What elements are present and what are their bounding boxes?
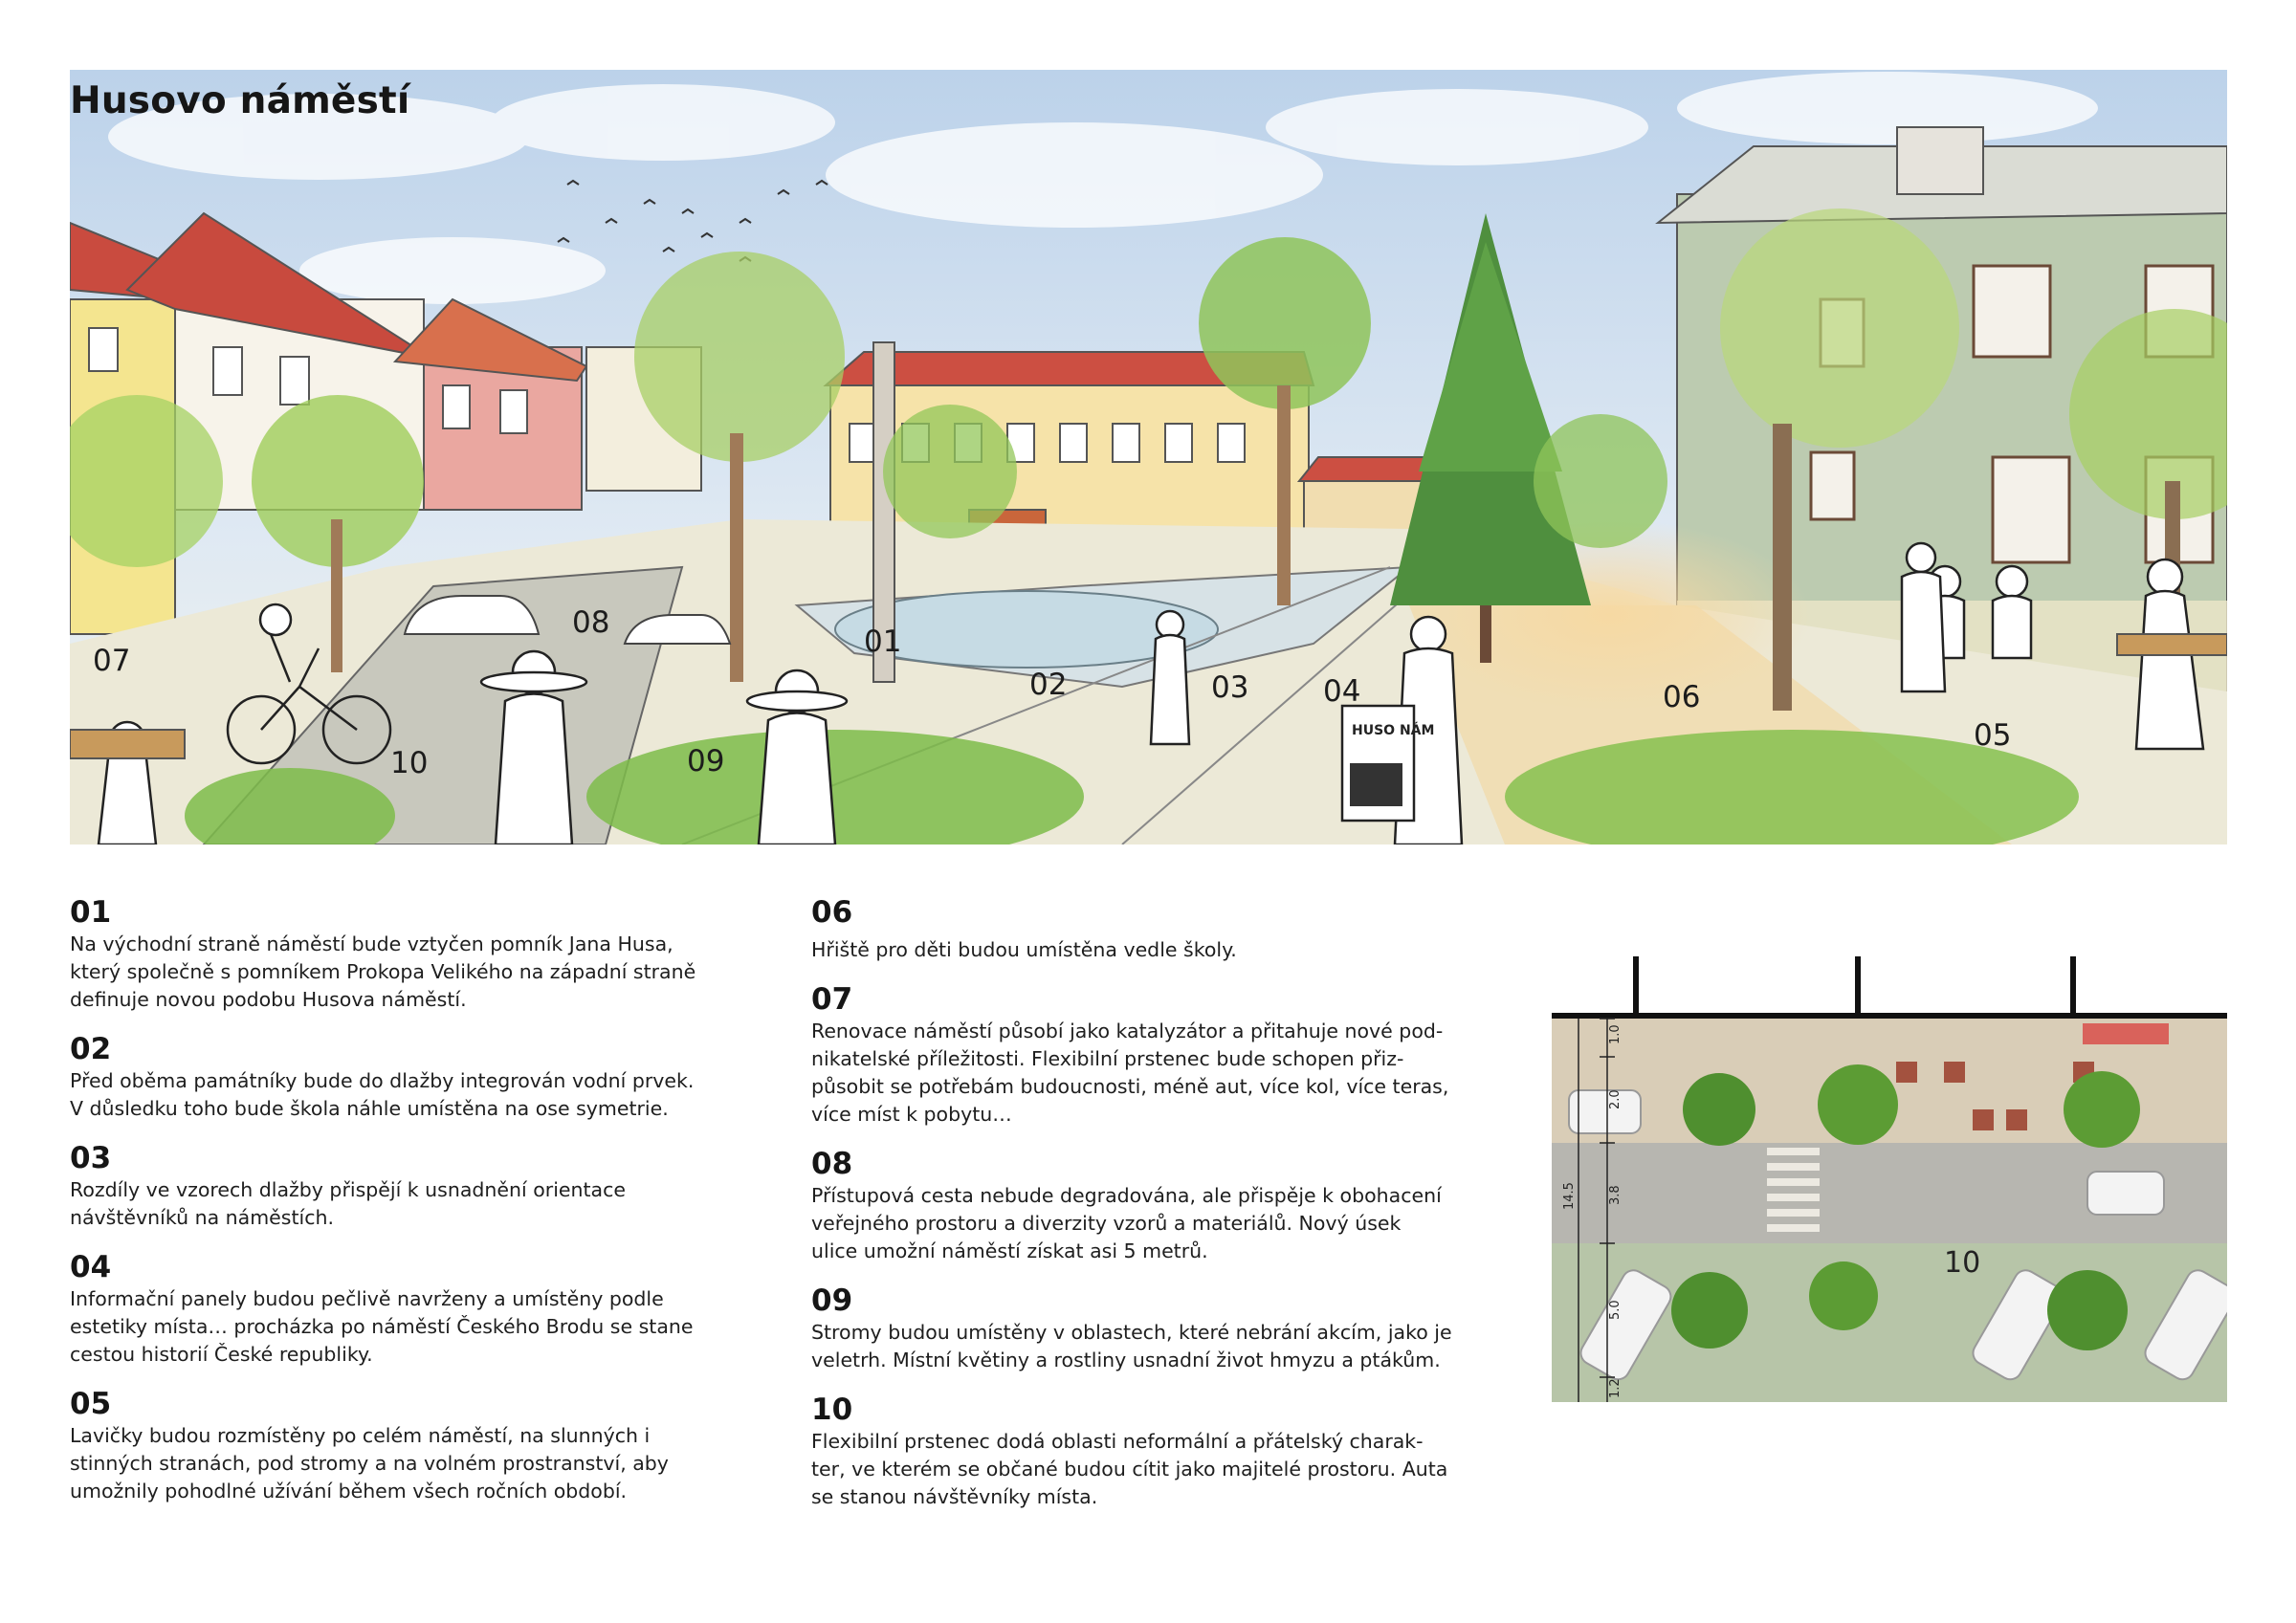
square-illustration — [70, 70, 2227, 844]
scene-label-04: 04 — [1323, 674, 1361, 709]
scene-label-05: 05 — [1974, 718, 2012, 753]
bench — [70, 730, 185, 758]
item-description: Před oběma památníky bude do dlažby integrován vodní prvek. V důsledku toho bude škola náhle umístěna na ose symetrie. — [70, 1069, 695, 1120]
item-description: Na východní straně náměstí bude vztyčen pomník Jana Husa, který společně s pomníkem Prokopa Velikého na západní straně definuje novou podobu Husova náměstí. — [70, 932, 696, 1011]
item-10 — [811, 1392, 1500, 1511]
item-number: 03 — [70, 1141, 112, 1175]
dim-label-1: 1.0 — [1608, 1024, 1623, 1044]
scene-label-07: 07 — [93, 644, 131, 678]
item-07 — [811, 981, 1500, 1129]
item-number: 10 — [811, 1393, 853, 1427]
item-description: Přístupová cesta nebude degradována, ale přispěje k obohacení veřejného prostoru a diverzity vzorů a materiálů. Nový úsek ulice umožní náměstí získat asi 5 metrů. — [811, 1184, 1442, 1262]
item-number: 08 — [811, 1147, 853, 1181]
plan-drawing — [1552, 956, 2227, 1402]
item-description: Renovace náměstí působí jako katalyzátor a přitahuje nové pod- nikatelské příležitosti. Flexibilní prstenec bude schopen přiz- působit se potřebám budoucnosti, méně aut, více kol, více teras, více míst k pobytu… — [811, 1020, 1449, 1126]
item-05 — [70, 1386, 759, 1505]
items-column-middle — [811, 894, 1500, 1528]
item-description: Hřiště pro děti budou umístěna vedle školy. — [811, 938, 1237, 961]
items-column-left — [70, 894, 759, 1523]
scene-label-02: 02 — [1029, 668, 1068, 702]
item-number: 06 — [811, 895, 853, 930]
plan-awning — [2083, 1023, 2169, 1044]
dim-label-2: 2.0 — [1608, 1089, 1623, 1109]
item-description: Rozdíly ve vzorech dlažby přispějí k usnadnění orientace návštěvníků na náměstích. — [70, 1178, 626, 1229]
item-description: Lavičky budou rozmístěny po celém náměstí, na slunných i stinných stranách, pod stromy a na volném prostranství, aby umožnily pohodlné užívání během všech ročních období. — [70, 1424, 669, 1502]
street-section-plan — [1552, 956, 2227, 1402]
item-08 — [811, 1146, 1500, 1265]
dim-label-4: 5.0 — [1608, 1300, 1623, 1320]
item-09 — [811, 1283, 1500, 1374]
plan-label-10: 10 — [1944, 1246, 1981, 1280]
item-number: 05 — [70, 1387, 112, 1421]
item-01 — [70, 894, 759, 1014]
scene-label-10: 10 — [390, 746, 429, 780]
scene-label-08: 08 — [572, 605, 610, 640]
item-description: Flexibilní prstenec dodá oblasti neformální a přátelský charak- ter, ve kterém se občané budou cítit jako majitelé prostoru. Auta se stanou návštěvníky místa. — [811, 1430, 1448, 1508]
item-description: Stromy budou umístěny v oblastech, které nebrání akcím, jako je veletrh. Místní květiny a rostliny usnadní život hmyzu a ptákům. — [811, 1321, 1452, 1371]
scene-label-03: 03 — [1211, 670, 1249, 705]
plan-walls — [1552, 956, 2227, 1016]
item-06 — [811, 894, 1500, 964]
dim-label-3: 3.8 — [1608, 1185, 1623, 1205]
info-panel-text: HUSO NÁM — [1352, 723, 1435, 738]
scene-label-06: 06 — [1663, 680, 1701, 714]
scene-label-09: 09 — [687, 744, 725, 779]
scene-label-01: 01 — [864, 625, 902, 659]
item-description: Informační panely budou pečlivě navrženy a umístěny podle estetiky místa… procházka po náměstí Českého Brodu se stane cestou historií České republiky. — [70, 1287, 694, 1366]
item-number: 02 — [70, 1032, 112, 1066]
square-sketch — [70, 70, 2227, 844]
item-number: 09 — [811, 1283, 853, 1318]
item-number: 04 — [70, 1250, 112, 1284]
bench — [2117, 634, 2227, 655]
item-03 — [70, 1140, 759, 1232]
page-title: Husovo náměstí — [70, 79, 410, 122]
item-number: 01 — [70, 895, 112, 930]
item-number: 07 — [811, 982, 853, 1017]
dim-label-total: 14.5 — [1562, 1182, 1577, 1210]
item-04 — [70, 1249, 759, 1369]
dim-label-5: 1.2 — [1608, 1378, 1623, 1398]
item-02 — [70, 1031, 759, 1123]
